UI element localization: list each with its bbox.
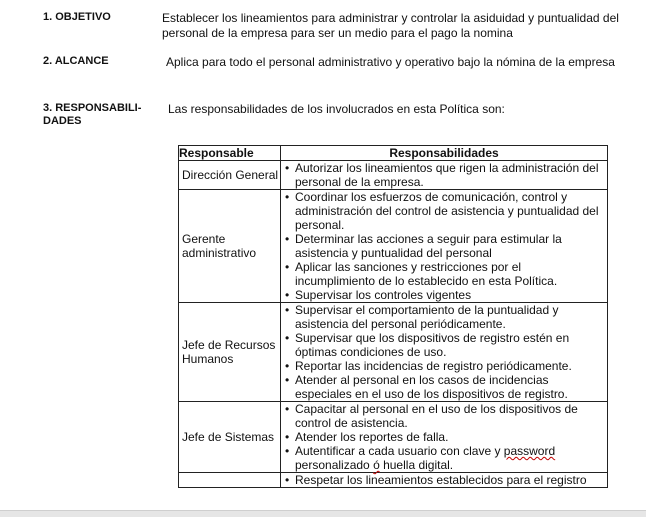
- section-1-text: Establecer los lineamientos para administrar y controlar la asiduidad y puntualidad del personal de la empresa para ser un medio para el pago la nomina: [162, 11, 619, 40]
- role-cell: Jefe de Recursos Humanos: [179, 303, 281, 402]
- section-3-text: Las responsabilidades de los involucrados en esta Política son:: [168, 102, 505, 116]
- bullet-icon: •: [285, 288, 290, 302]
- list-item: [281, 288, 607, 302]
- duties-cell: [281, 190, 608, 303]
- duty-text: Determinar las acciones a seguir para estimular la asistencia y puntualidad del personal: [295, 232, 562, 260]
- role-cell: Jefe de Sistemas: [179, 402, 281, 473]
- duty-text: Supervisar los controles vigentes: [295, 288, 472, 302]
- duty-text: Autorizar los lineamientos que rigen la administración del personal de la empresa.: [295, 161, 599, 189]
- duty-text: Atender los reportes de falla.: [295, 430, 449, 444]
- bullet-icon: •: [285, 232, 290, 246]
- duties-cell: [281, 473, 608, 488]
- list-item: [281, 402, 607, 430]
- bullet-icon: •: [285, 402, 290, 416]
- list-item: [281, 190, 607, 232]
- duty-text-part: personalizado: [295, 458, 374, 472]
- duty-text-part: Autentificar a cada usuario con clave y: [295, 444, 504, 458]
- table-header-row: [179, 146, 608, 161]
- list-item: [281, 444, 607, 472]
- spellcheck-word: ó: [373, 458, 380, 472]
- bullet-icon: •: [285, 473, 290, 487]
- header-responsable: Responsable: [179, 146, 281, 161]
- role-cell: [179, 473, 281, 488]
- bullet-icon: •: [285, 303, 290, 317]
- duties-cell: [281, 402, 608, 473]
- section-3-heading: [43, 102, 153, 128]
- list-item: [281, 260, 607, 288]
- duty-text: Atender al personal en los casos de incidencias especiales en el uso de los dispositivos de registro.: [295, 373, 568, 401]
- section-3-heading-line-1: 3. RESPONSABILI-: [43, 102, 142, 114]
- list-item: [281, 373, 607, 401]
- bullet-icon: •: [285, 260, 290, 274]
- duty-text: Reportar las incidencias de registro periódicamente.: [295, 359, 572, 373]
- duty-text: Aplicar las sanciones y restricciones por el incumplimiento de lo establecido en esta Política.: [295, 260, 558, 288]
- list-item: [281, 331, 607, 359]
- duty-text: Respetar los lineamientos establecidos para el registro: [295, 473, 587, 487]
- bullet-icon: •: [285, 430, 290, 444]
- duty-text: Coordinar los esfuerzos de comunicación, control y administración del control de asistencia y puntualidad del personal.: [295, 190, 599, 232]
- list-item: [281, 161, 607, 189]
- role-cell: Gerente administrativo: [179, 190, 281, 303]
- bullet-icon: •: [285, 190, 290, 204]
- duty-text-part: huella digital.: [379, 458, 454, 472]
- duty-text: Supervisar que los dispositivos de registro estén en óptimas condiciones de uso.: [295, 331, 570, 359]
- list-item: [281, 232, 607, 260]
- section-2-heading: 2. ALCANCE: [43, 55, 109, 67]
- list-item: [281, 473, 607, 487]
- duty-text: Capacitar al personal en el uso de los dispositivos de control de asistencia.: [295, 402, 578, 430]
- duties-cell: [281, 161, 608, 190]
- table-row: [179, 303, 608, 402]
- duties-cell: [281, 303, 608, 402]
- section-2-text: Aplica para todo el personal administrativo y operativo bajo la nómina de la empresa: [166, 55, 615, 69]
- section-3-heading-line-2: DADES: [43, 115, 82, 127]
- list-item: [281, 359, 607, 373]
- responsibilities-table: [178, 145, 608, 488]
- bullet-icon: •: [285, 373, 290, 387]
- bullet-icon: •: [285, 331, 290, 345]
- role-cell: Dirección General: [179, 161, 281, 190]
- section-1-heading: 1. OBJETIVO: [43, 11, 111, 23]
- table-row: [179, 161, 608, 190]
- bullet-icon: •: [285, 444, 290, 458]
- list-item: [281, 303, 607, 331]
- duty-text: Supervisar el comportamiento de la puntualidad y asistencia del personal periódicamente.: [295, 303, 559, 331]
- bullet-icon: •: [285, 161, 290, 175]
- spellcheck-word: password: [503, 444, 556, 458]
- bullet-icon: •: [285, 359, 290, 373]
- header-responsabilidades: Responsabilidades: [281, 146, 608, 161]
- table-row: [179, 190, 608, 303]
- table-row: [179, 402, 608, 473]
- list-item: [281, 430, 607, 444]
- table-row: [179, 473, 608, 488]
